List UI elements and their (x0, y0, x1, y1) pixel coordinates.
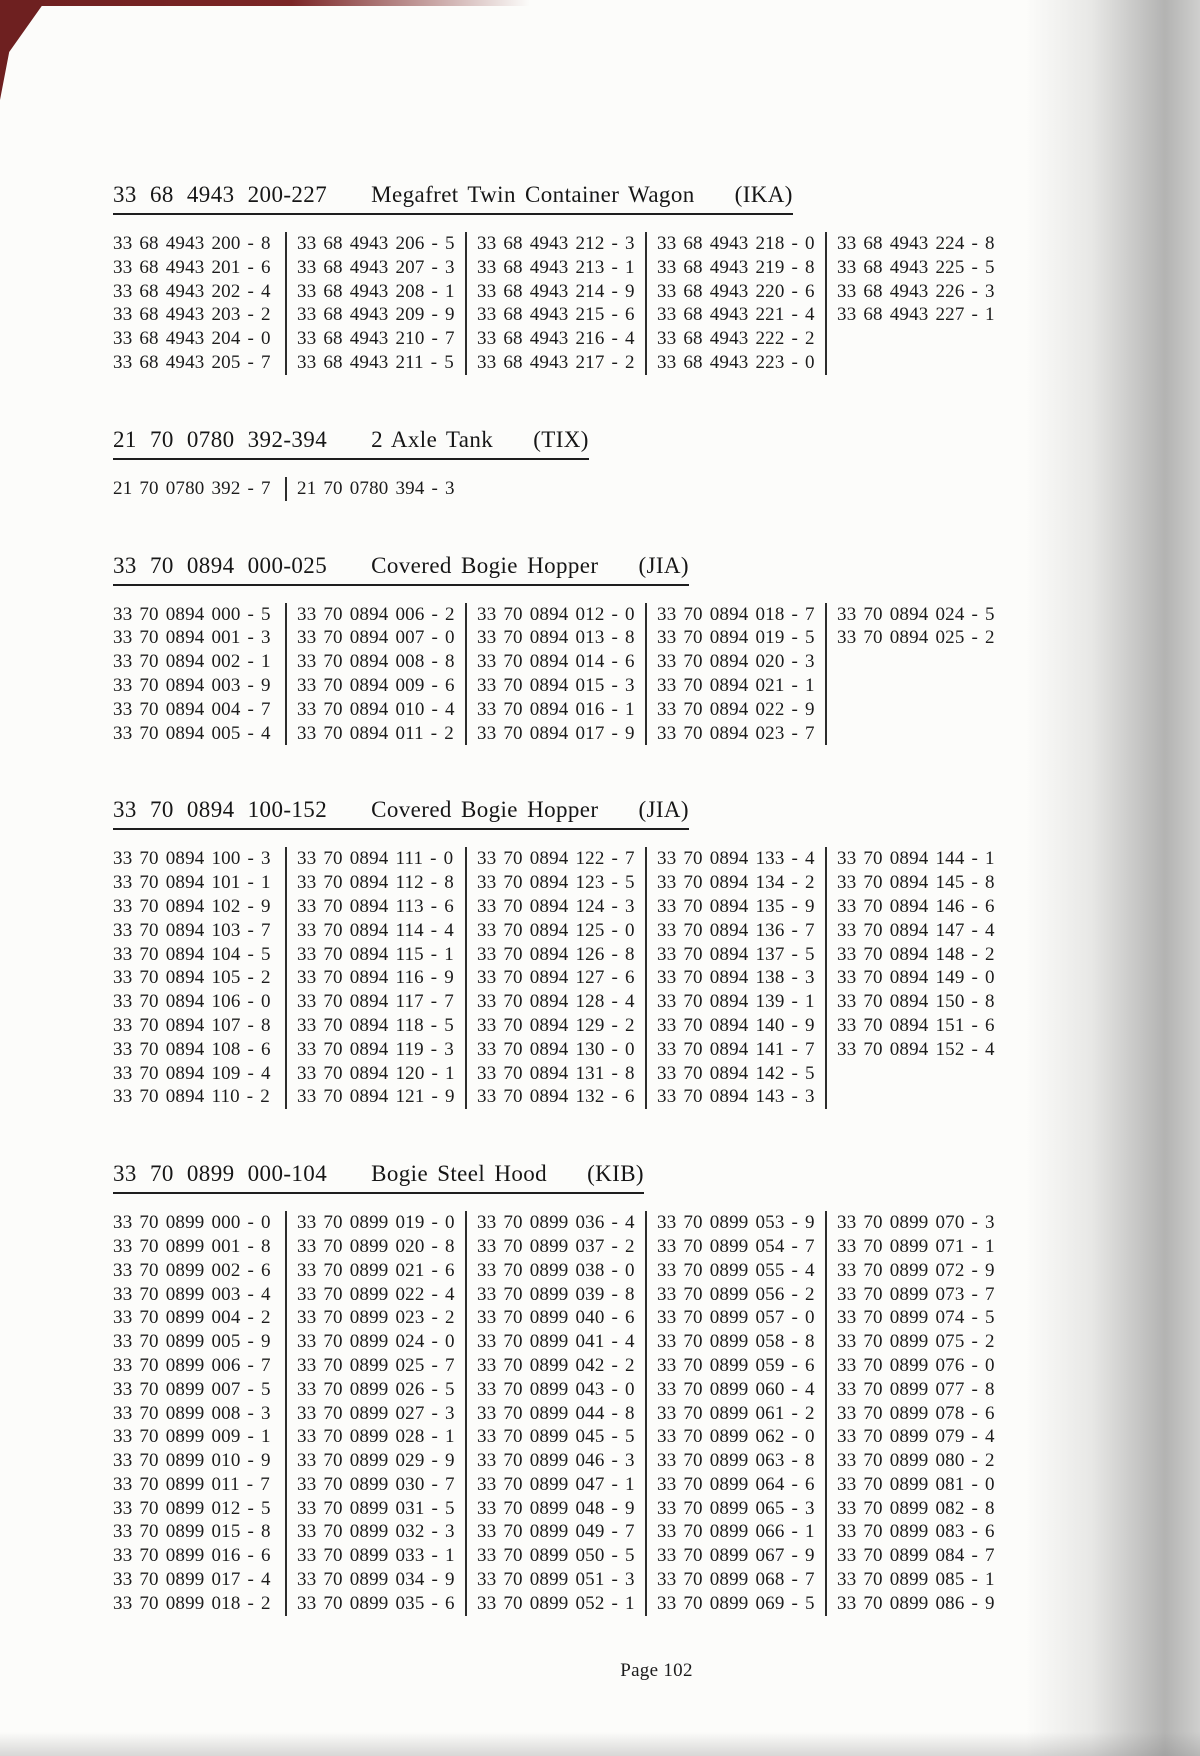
wagon-number: 33 68 4943 204 - 0 (113, 328, 271, 350)
wagon-number: 33 70 0894 129 - 2 (477, 1014, 635, 1036)
wagon-number: 33 70 0894 008 - 8 (297, 651, 455, 673)
wagon-number-lists (113, 182, 1200, 1616)
wagon-number: 33 70 0894 138 - 3 (657, 967, 815, 989)
wagon-number: 33 70 0894 000 - 5 (113, 603, 271, 625)
wagon-number: 33 70 0894 145 - 8 (837, 872, 995, 894)
wagon-number: 33 70 0894 019 - 5 (657, 627, 815, 649)
wagon-number: 33 68 4943 215 - 6 (477, 304, 635, 326)
wagon-number: 33 68 4943 201 - 6 (113, 256, 271, 278)
wagon-number: 33 70 0899 001 - 8 (113, 1235, 271, 1257)
wagon-number: 33 70 0894 114 - 4 (297, 919, 454, 941)
wagon-number: 33 70 0899 020 - 8 (297, 1235, 455, 1257)
wagon-number: 33 70 0899 039 - 8 (477, 1283, 635, 1305)
wagon-number: 33 70 0894 002 - 1 (113, 651, 271, 673)
section-jia (113, 797, 1200, 1109)
wagon-number: 33 70 0899 018 - 2 (113, 1592, 271, 1614)
wagon-number: 33 68 4943 211 - 5 (297, 351, 454, 373)
wagon-number: 33 70 0899 010 - 9 (113, 1450, 271, 1472)
wagon-number: 33 68 4943 220 - 6 (657, 280, 815, 302)
wagon-number: 33 70 0899 005 - 9 (113, 1331, 271, 1353)
section-tix (113, 427, 1200, 501)
wagon-number: 33 70 0899 074 - 5 (837, 1307, 995, 1329)
section-heading (113, 182, 793, 215)
wagon-number: 33 70 0894 117 - 7 (297, 991, 454, 1013)
wagon-number: 33 70 0894 013 - 8 (477, 627, 635, 649)
wagon-number: 33 70 0894 113 - 6 (297, 895, 454, 917)
wagon-number: 33 70 0894 144 - 1 (837, 848, 995, 870)
wagon-number: 33 70 0899 077 - 8 (837, 1378, 995, 1400)
wagon-number: 33 70 0899 004 - 2 (113, 1307, 271, 1329)
wagon-number: 33 70 0894 006 - 2 (297, 603, 455, 625)
wagon-number-column (645, 1211, 825, 1616)
wagon-number-column (113, 603, 285, 746)
wagon-number: 33 70 0894 126 - 8 (477, 943, 635, 965)
wagon-number: 33 70 0894 105 - 2 (113, 967, 271, 989)
wagon-number: 33 70 0894 005 - 4 (113, 722, 271, 744)
wagon-number-column (465, 1211, 645, 1616)
wagon-number: 33 70 0899 064 - 6 (657, 1473, 815, 1495)
wagon-number: 33 70 0894 143 - 3 (657, 1086, 815, 1108)
wagon-number: 33 70 0899 038 - 0 (477, 1259, 635, 1281)
wagon-number-column (645, 847, 825, 1109)
wagon-number-column (285, 603, 465, 746)
wagon-number: 33 70 0894 009 - 6 (297, 674, 455, 696)
wagon-number: 33 70 0899 042 - 2 (477, 1354, 635, 1376)
wagon-number: 33 68 4943 216 - 4 (477, 328, 635, 350)
number-columns (113, 847, 1200, 1109)
wagon-number: 33 70 0894 012 - 0 (477, 603, 635, 625)
wagon-number: 33 70 0899 063 - 8 (657, 1450, 815, 1472)
wagon-number: 33 70 0899 072 - 9 (837, 1259, 995, 1281)
wagon-number: 33 70 0894 152 - 4 (837, 1038, 995, 1060)
wagon-number: 33 70 0894 021 - 1 (657, 674, 815, 696)
wagon-number: 33 70 0899 036 - 4 (477, 1212, 635, 1234)
wagon-number: 33 68 4943 205 - 7 (113, 351, 271, 373)
wagon-number: 33 70 0899 009 - 1 (113, 1426, 271, 1448)
wagon-number: 33 70 0899 083 - 6 (837, 1521, 995, 1543)
class-code: (JIA) (638, 797, 689, 823)
number-range: 21 70 0780 392-394 (113, 426, 328, 452)
wagon-number: 33 70 0894 017 - 9 (477, 722, 635, 744)
wagon-number: 33 70 0894 146 - 6 (837, 895, 995, 917)
class-code: (KIB) (587, 1161, 644, 1187)
wagon-number: 33 70 0894 128 - 4 (477, 991, 635, 1013)
number-columns (113, 603, 1200, 746)
scan-shadow-bottom (0, 1732, 1200, 1756)
wagon-number: 33 70 0894 101 - 1 (113, 872, 271, 894)
wagon-number: 33 70 0894 023 - 7 (657, 722, 815, 744)
wagon-number: 33 70 0894 016 - 1 (477, 698, 635, 720)
wagon-number: 33 70 0899 078 - 6 (837, 1402, 995, 1424)
wagon-number: 33 70 0899 086 - 9 (837, 1592, 995, 1614)
wagon-number: 33 70 0894 115 - 1 (297, 943, 454, 965)
wagon-number: 33 70 0894 025 - 2 (837, 627, 995, 649)
wagon-number: 33 70 0899 033 - 1 (297, 1545, 455, 1567)
number-columns (113, 1211, 1200, 1616)
wagon-number: 33 70 0894 136 - 7 (657, 919, 815, 941)
wagon-number: 33 70 0899 067 - 9 (657, 1545, 815, 1567)
wagon-number: 33 70 0899 037 - 2 (477, 1235, 635, 1257)
wagon-number: 33 70 0899 028 - 1 (297, 1426, 455, 1448)
wagon-number: 33 70 0894 116 - 9 (297, 967, 454, 989)
wagon-number: 33 70 0894 107 - 8 (113, 1014, 271, 1036)
wagon-number: 33 70 0899 002 - 6 (113, 1259, 271, 1281)
wagon-number: 33 68 4943 222 - 2 (657, 328, 815, 350)
wagon-number: 33 70 0899 048 - 9 (477, 1497, 635, 1519)
wagon-number: 33 70 0899 073 - 7 (837, 1283, 995, 1305)
wagon-number: 33 70 0899 029 - 9 (297, 1450, 455, 1472)
wagon-number: 33 70 0894 121 - 9 (297, 1086, 455, 1108)
wagon-number: 33 70 0894 147 - 4 (837, 919, 995, 941)
number-range: 33 68 4943 200-227 (113, 182, 328, 207)
wagon-number: 33 70 0899 027 - 3 (297, 1402, 455, 1424)
wagon-number: 33 70 0899 006 - 7 (113, 1354, 271, 1376)
page-number: Page 102 (620, 1659, 693, 1681)
wagon-number: 33 70 0899 049 - 7 (477, 1521, 635, 1543)
section-kib (113, 1161, 1200, 1616)
wagon-number: 33 70 0899 030 - 7 (297, 1473, 455, 1495)
wagon-number: 33 70 0899 052 - 1 (477, 1592, 635, 1614)
wagon-number: 33 70 0894 132 - 6 (477, 1086, 635, 1108)
wagon-number: 33 70 0894 141 - 7 (657, 1038, 815, 1060)
wagon-type-title: Bogie Steel Hood (371, 1161, 548, 1187)
wagon-number: 33 70 0899 011 - 7 (113, 1473, 270, 1495)
wagon-number: 21 70 0780 392 - 7 (113, 477, 271, 499)
wagon-number: 33 70 0894 149 - 0 (837, 967, 995, 989)
section-jia (113, 553, 1200, 746)
wagon-number-column (113, 477, 285, 501)
wagon-number: 33 70 0894 112 - 8 (297, 872, 454, 894)
wagon-number-column (113, 1211, 285, 1616)
class-code: (IKA) (734, 182, 793, 207)
wagon-number: 33 70 0894 103 - 7 (113, 919, 271, 941)
wagon-number-column (285, 1211, 465, 1616)
wagon-number: 33 70 0899 071 - 1 (837, 1235, 995, 1257)
wagon-number: 33 70 0899 047 - 1 (477, 1473, 635, 1495)
wagon-number-column (285, 232, 465, 375)
wagon-number-column (465, 232, 645, 375)
wagon-number: 33 70 0899 026 - 5 (297, 1378, 455, 1400)
wagon-number: 33 70 0894 108 - 6 (113, 1038, 271, 1060)
wagon-number: 33 68 4943 208 - 1 (297, 280, 455, 302)
wagon-number: 33 70 0899 045 - 5 (477, 1426, 635, 1448)
wagon-number: 33 68 4943 223 - 0 (657, 351, 815, 373)
wagon-number: 33 70 0899 025 - 7 (297, 1354, 455, 1376)
wagon-number: 33 68 4943 221 - 4 (657, 304, 815, 326)
wagon-number-column (113, 232, 285, 375)
wagon-number: 33 70 0899 055 - 4 (657, 1259, 815, 1281)
wagon-number: 33 70 0894 134 - 2 (657, 872, 815, 894)
number-columns (113, 232, 1200, 375)
wagon-number: 33 70 0899 085 - 1 (837, 1569, 995, 1591)
wagon-number-column (645, 232, 825, 375)
wagon-number: 33 70 0899 034 - 9 (297, 1569, 455, 1591)
wagon-number: 33 70 0899 007 - 5 (113, 1378, 271, 1400)
wagon-number: 33 68 4943 200 - 8 (113, 233, 271, 254)
wagon-number: 33 70 0899 017 - 4 (113, 1569, 271, 1591)
wagon-number: 33 70 0899 053 - 9 (657, 1212, 815, 1234)
wagon-type-title: Covered Bogie Hopper (371, 797, 599, 823)
wagon-number: 33 70 0894 015 - 3 (477, 674, 635, 696)
section-heading (113, 1161, 644, 1194)
wagon-number-column (825, 603, 1005, 746)
wagon-number: 33 70 0894 120 - 1 (297, 1062, 455, 1084)
wagon-number: 33 70 0899 022 - 4 (297, 1283, 455, 1305)
wagon-number: 33 70 0899 084 - 7 (837, 1545, 995, 1567)
wagon-number: 33 70 0894 127 - 6 (477, 967, 635, 989)
wagon-number: 33 68 4943 227 - 1 (837, 304, 995, 326)
wagon-number: 33 70 0894 109 - 4 (113, 1062, 271, 1084)
wagon-number: 21 70 0780 394 - 3 (297, 477, 455, 499)
wagon-number: 33 70 0899 012 - 5 (113, 1497, 271, 1519)
wagon-number: 33 68 4943 218 - 0 (657, 233, 815, 254)
wagon-number: 33 68 4943 226 - 3 (837, 280, 995, 302)
wagon-number: 33 70 0899 021 - 6 (297, 1259, 455, 1281)
wagon-number: 33 68 4943 219 - 8 (657, 256, 815, 278)
wagon-number: 33 68 4943 210 - 7 (297, 328, 455, 350)
wagon-number: 33 68 4943 213 - 1 (477, 256, 635, 278)
wagon-number: 33 70 0899 023 - 2 (297, 1307, 455, 1329)
wagon-number: 33 70 0894 106 - 0 (113, 991, 271, 1013)
section-ika (113, 182, 1200, 375)
wagon-number: 33 70 0899 043 - 0 (477, 1378, 635, 1400)
wagon-number: 33 70 0894 010 - 4 (297, 698, 455, 720)
class-code: (JIA) (638, 552, 689, 578)
wagon-number: 33 70 0899 035 - 6 (297, 1592, 455, 1614)
wagon-number-column (113, 847, 285, 1109)
wagon-number: 33 70 0899 065 - 3 (657, 1497, 815, 1519)
wagon-number: 33 70 0899 016 - 6 (113, 1545, 271, 1567)
wagon-number: 33 70 0894 111 - 0 (297, 848, 454, 870)
number-range: 33 70 0894 000-025 (113, 552, 328, 578)
wagon-number: 33 70 0894 122 - 7 (477, 848, 635, 870)
wagon-number: 33 68 4943 225 - 5 (837, 256, 995, 278)
wagon-number: 33 70 0894 003 - 9 (113, 674, 271, 696)
wagon-number: 33 70 0894 124 - 3 (477, 895, 635, 917)
wagon-number: 33 70 0894 131 - 8 (477, 1062, 635, 1084)
wagon-number: 33 70 0899 061 - 2 (657, 1402, 815, 1424)
wagon-number: 33 70 0894 011 - 2 (297, 722, 454, 744)
wagon-number: 33 68 4943 203 - 2 (113, 304, 271, 326)
wagon-number: 33 70 0899 068 - 7 (657, 1569, 815, 1591)
wagon-number: 33 70 0894 140 - 9 (657, 1014, 815, 1036)
wagon-number: 33 70 0899 019 - 0 (297, 1212, 455, 1234)
section-heading (113, 553, 689, 586)
wagon-number-column (825, 232, 1005, 375)
number-columns (113, 477, 1200, 501)
wagon-number-column (825, 1211, 1005, 1616)
wagon-type-title: Covered Bogie Hopper (371, 552, 599, 578)
wagon-number-column (465, 603, 645, 746)
wagon-number: 33 70 0899 059 - 6 (657, 1354, 815, 1376)
wagon-number: 33 70 0894 018 - 7 (657, 603, 815, 625)
wagon-number: 33 70 0899 000 - 0 (113, 1212, 271, 1234)
wagon-number: 33 70 0899 057 - 0 (657, 1307, 815, 1329)
wagon-number: 33 70 0899 080 - 2 (837, 1450, 995, 1472)
wagon-number: 33 70 0894 137 - 5 (657, 943, 815, 965)
wagon-number: 33 70 0899 070 - 3 (837, 1212, 995, 1234)
wagon-number: 33 68 4943 206 - 5 (297, 233, 455, 254)
wagon-number: 33 70 0894 001 - 3 (113, 627, 271, 649)
wagon-number: 33 70 0899 075 - 2 (837, 1331, 995, 1353)
wagon-number: 33 70 0899 032 - 3 (297, 1521, 455, 1543)
number-range: 33 70 0899 000-104 (113, 1161, 328, 1187)
wagon-type-title: Megafret Twin Container Wagon (371, 182, 695, 207)
class-code: (TIX) (533, 426, 589, 452)
wagon-number-column (465, 847, 645, 1109)
wagon-number: 33 70 0899 041 - 4 (477, 1331, 635, 1353)
wagon-number: 33 70 0899 044 - 8 (477, 1402, 635, 1424)
wagon-number: 33 70 0899 046 - 3 (477, 1450, 635, 1472)
wagon-number: 33 70 0894 151 - 6 (837, 1014, 995, 1036)
wagon-number: 33 70 0899 015 - 8 (113, 1521, 271, 1543)
section-heading (113, 797, 689, 830)
wagon-number: 33 70 0894 148 - 2 (837, 943, 995, 965)
wagon-number: 33 70 0894 119 - 3 (297, 1038, 454, 1060)
wagon-number: 33 70 0899 076 - 0 (837, 1354, 995, 1376)
wagon-number: 33 70 0899 003 - 4 (113, 1283, 271, 1305)
wagon-number: 33 70 0894 118 - 5 (297, 1014, 454, 1036)
wagon-number: 33 70 0894 110 - 2 (113, 1086, 270, 1108)
wagon-number-column (645, 603, 825, 746)
wagon-number: 33 70 0899 024 - 0 (297, 1331, 455, 1353)
wagon-number: 33 70 0899 056 - 2 (657, 1283, 815, 1305)
wagon-number: 33 70 0894 133 - 4 (657, 848, 815, 870)
wagon-number: 33 70 0899 069 - 5 (657, 1592, 815, 1614)
wagon-number: 33 70 0899 058 - 8 (657, 1331, 815, 1353)
wagon-number: 33 70 0894 102 - 9 (113, 895, 271, 917)
wagon-number: 33 68 4943 212 - 3 (477, 233, 635, 254)
wagon-number: 33 68 4943 209 - 9 (297, 304, 455, 326)
wagon-number: 33 70 0899 031 - 5 (297, 1497, 455, 1519)
wagon-number: 33 70 0894 130 - 0 (477, 1038, 635, 1060)
wagon-number: 33 70 0899 050 - 5 (477, 1545, 635, 1567)
wagon-number: 33 70 0899 051 - 3 (477, 1569, 635, 1591)
wagon-number: 33 70 0894 007 - 0 (297, 627, 455, 649)
wagon-number: 33 70 0899 008 - 3 (113, 1402, 271, 1424)
wagon-number: 33 70 0899 079 - 4 (837, 1426, 995, 1448)
wagon-number: 33 70 0894 135 - 9 (657, 895, 815, 917)
wagon-number: 33 70 0894 104 - 5 (113, 943, 271, 965)
wagon-number-column (825, 847, 1005, 1109)
wagon-number: 33 70 0899 040 - 6 (477, 1307, 635, 1329)
wagon-number: 33 70 0894 142 - 5 (657, 1062, 815, 1084)
wagon-number: 33 68 4943 224 - 8 (837, 233, 995, 254)
red-binding-strip (0, 0, 530, 6)
wagon-number: 33 70 0894 125 - 0 (477, 919, 635, 941)
number-range: 33 70 0894 100-152 (113, 797, 328, 823)
wagon-number: 33 68 4943 207 - 3 (297, 256, 455, 278)
wagon-number: 33 70 0894 024 - 5 (837, 603, 995, 625)
wagon-type-title: 2 Axle Tank (371, 426, 494, 452)
section-heading (113, 427, 589, 460)
wagon-number: 33 70 0899 054 - 7 (657, 1235, 815, 1257)
wagon-number: 33 70 0894 022 - 9 (657, 698, 815, 720)
wagon-number: 33 68 4943 214 - 9 (477, 280, 635, 302)
wagon-number: 33 68 4943 202 - 4 (113, 280, 271, 302)
wagon-number: 33 70 0899 066 - 1 (657, 1521, 815, 1543)
wagon-number: 33 70 0899 082 - 8 (837, 1497, 995, 1519)
wagon-number: 33 70 0899 081 - 0 (837, 1473, 995, 1495)
wagon-number: 33 70 0894 020 - 3 (657, 651, 815, 673)
wagon-number: 33 70 0894 123 - 5 (477, 872, 635, 894)
wagon-number: 33 70 0899 060 - 4 (657, 1378, 815, 1400)
wagon-number: 33 70 0899 062 - 0 (657, 1426, 815, 1448)
wagon-number: 33 70 0894 139 - 1 (657, 991, 815, 1013)
wagon-number-column (285, 847, 465, 1109)
wagon-number: 33 68 4943 217 - 2 (477, 351, 635, 373)
wagon-number-column (285, 477, 465, 501)
wagon-number: 33 70 0894 100 - 3 (113, 848, 271, 870)
wagon-number: 33 70 0894 150 - 8 (837, 991, 995, 1013)
wagon-number: 33 70 0894 004 - 7 (113, 698, 271, 720)
wagon-number: 33 70 0894 014 - 6 (477, 651, 635, 673)
